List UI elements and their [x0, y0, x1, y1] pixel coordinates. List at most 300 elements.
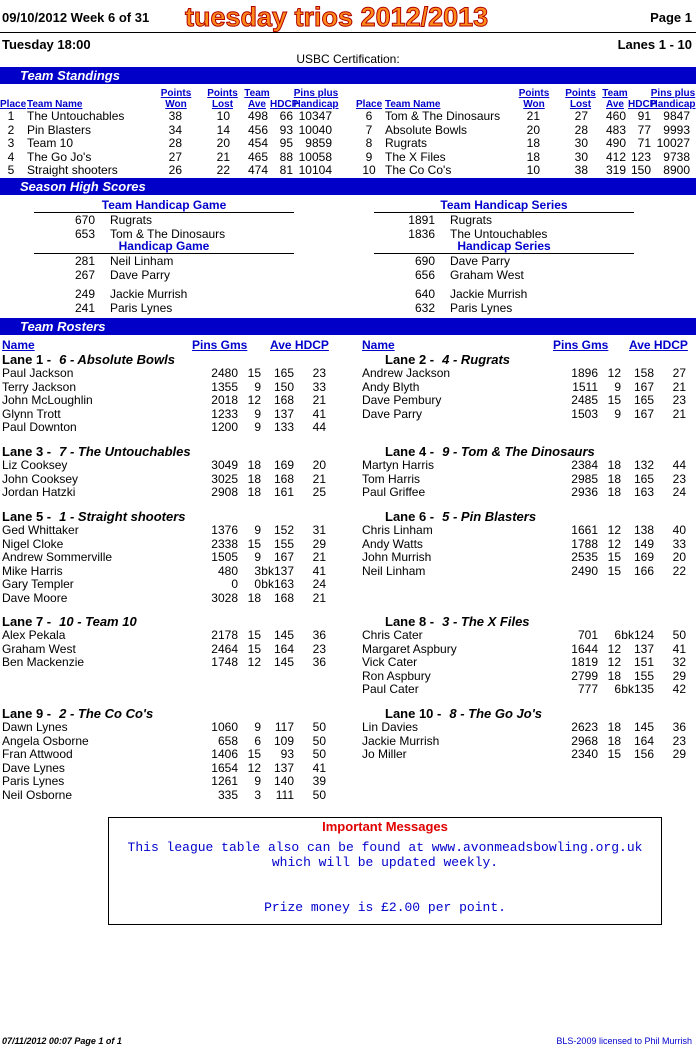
- points-won-cell: 20: [526, 122, 540, 137]
- bowler-cell: Dave Parry: [450, 254, 511, 268]
- score-cell: 1891: [408, 213, 435, 227]
- player-handicap: 24: [672, 485, 686, 499]
- roster-player-row: [2, 789, 332, 803]
- player-name: Dave Pembury: [362, 393, 442, 407]
- player-pins: 2985: [571, 471, 598, 486]
- player-average: 137: [273, 760, 294, 775]
- roster-player-row: [362, 643, 692, 657]
- hs-title-handicap-game: Handicap Game: [34, 239, 294, 254]
- place-cell: 2: [7, 122, 15, 137]
- player-pins: 2490: [571, 563, 598, 578]
- player-pins: 480: [217, 563, 238, 578]
- standings-row: [0, 151, 340, 164]
- high-score-row: [0, 301, 340, 315]
- col-team-name: Team Name: [385, 99, 441, 110]
- points-lost-cell: 21: [216, 149, 230, 164]
- roster-player-row: [362, 538, 692, 552]
- score-cell: 656: [414, 267, 435, 282]
- player-games: 12: [607, 655, 621, 669]
- lane-title: [385, 614, 530, 629]
- player-pins: 701: [577, 628, 598, 642]
- player-pins: 777: [577, 682, 598, 696]
- roster-player-row: [362, 408, 692, 422]
- player-games: 18: [247, 485, 261, 499]
- player-average: 165: [633, 471, 654, 486]
- player-handicap: 41: [312, 406, 326, 421]
- player-pins: 3028: [211, 590, 238, 605]
- roster-player-row: [2, 486, 332, 500]
- player-handicap: 25: [312, 485, 326, 499]
- player-average: 145: [273, 655, 294, 669]
- player-average: 152: [273, 523, 294, 537]
- roster-player-row: [2, 538, 332, 552]
- player-average: 163: [633, 485, 654, 499]
- hdcp-cell: 81: [279, 163, 293, 177]
- place-cell: 10: [362, 163, 376, 177]
- player-name: Lin Davies: [362, 720, 419, 734]
- bowler-cell: The Untouchables: [450, 226, 548, 241]
- high-score-row: [0, 268, 340, 282]
- roster-col-ave-hdcp: Ave HDCP: [270, 338, 329, 352]
- player-name: Nigel Cloke: [2, 536, 64, 551]
- roster-player-row: [362, 473, 692, 487]
- license-text: BLS-2009 licensed to Phil Murrish: [556, 1036, 692, 1046]
- player-average: 168: [273, 590, 294, 605]
- standings-row: [358, 110, 696, 123]
- roster-player-row: [2, 592, 332, 606]
- player-games: 12: [607, 366, 621, 380]
- pins-cell: 10040: [298, 122, 332, 137]
- lane-team: 7 - The Untouchables: [59, 444, 191, 459]
- player-games: 9: [254, 774, 261, 788]
- hs-title-team-handicap-series: Team Handicap Series: [374, 198, 634, 213]
- col-points-won: Points Won: [518, 88, 550, 110]
- player-pins: 1505: [211, 550, 238, 564]
- lane-label: Lane 5 -: [2, 509, 52, 524]
- roster-player-row: [2, 578, 332, 592]
- roster-player-row: [362, 683, 692, 697]
- points-won-cell: 18: [526, 136, 540, 150]
- lane-team: 10 - Team 10: [59, 614, 137, 629]
- col-points-lost: Points Lost: [207, 88, 238, 110]
- team-ave-cell: 474: [247, 163, 268, 177]
- roster-player-row: [362, 629, 692, 643]
- place-cell: 6: [365, 109, 373, 123]
- player-handicap: 29: [672, 747, 686, 761]
- player-name: Paul Griffee: [362, 485, 426, 499]
- high-score-row: [0, 254, 340, 268]
- player-handicap: 29: [312, 536, 326, 551]
- lane-label: Lane 1 -: [2, 352, 52, 367]
- player-games: 9: [254, 379, 261, 394]
- player-average: 93: [280, 747, 294, 761]
- player-handicap: 21: [672, 379, 686, 394]
- player-games: 9: [254, 720, 261, 734]
- player-name: Jackie Murrish: [362, 733, 440, 748]
- roster-player-row: [2, 721, 332, 735]
- pins-cell: 9993: [663, 122, 690, 137]
- hdcp-cell: 71: [637, 136, 651, 150]
- player-name: Dawn Lynes: [2, 720, 68, 734]
- player-pins: 1788: [571, 536, 598, 551]
- player-average: 164: [633, 733, 654, 748]
- hdcp-cell: 95: [279, 136, 293, 150]
- player-average: 140: [273, 774, 294, 788]
- player-handicap: 24: [312, 577, 326, 591]
- player-pins: 1261: [211, 774, 238, 788]
- player-average: 161: [273, 485, 294, 499]
- player-handicap: 20: [672, 550, 686, 564]
- section-title: Season High Scores: [20, 179, 146, 194]
- player-handicap: 36: [312, 628, 326, 642]
- lane-title: [385, 352, 510, 367]
- player-name: Andrew Sommerville: [2, 550, 113, 564]
- player-name: Paul Jackson: [2, 366, 74, 380]
- player-handicap: 23: [672, 733, 686, 748]
- player-games: 0: [254, 577, 261, 591]
- player-average: 166: [633, 563, 654, 578]
- player-average: bk163: [261, 577, 294, 591]
- player-name: Mike Harris: [2, 563, 63, 578]
- team-ave-cell: 490: [605, 136, 626, 150]
- team-ave-cell: 319: [605, 163, 626, 177]
- player-average: 164: [273, 641, 294, 656]
- player-games: 12: [607, 523, 621, 537]
- messages-title: Important Messages: [322, 819, 448, 834]
- score-cell: 281: [74, 254, 95, 268]
- roster-player-row: [362, 486, 692, 500]
- lane-team: 8 - The Go Jo's: [449, 706, 543, 721]
- player-pins: 2623: [571, 720, 598, 734]
- player-pins: 2340: [571, 747, 598, 761]
- section-band-standings: [0, 67, 696, 84]
- place-cell: 3: [7, 136, 15, 150]
- team-ave-cell: 498: [247, 109, 268, 123]
- player-name: Ged Whittaker: [2, 523, 79, 537]
- player-handicap: 50: [312, 733, 326, 748]
- player-name: Vick Cater: [362, 655, 418, 669]
- player-handicap: 32: [672, 655, 686, 669]
- player-name: Dave Lynes: [2, 760, 65, 775]
- points-won-cell: 38: [168, 109, 182, 123]
- certification: USBC Certification:: [296, 52, 400, 66]
- bowler-cell: Jackie Murrish: [450, 287, 528, 301]
- hdcp-cell: 77: [637, 122, 651, 137]
- player-games: 3: [254, 563, 261, 578]
- lane-label: Lane 7 -: [2, 614, 52, 629]
- high-score-row: [340, 287, 680, 301]
- lane-label: Lane 4 -: [385, 444, 435, 459]
- important-messages-box: [108, 817, 662, 925]
- standings-row: [0, 110, 340, 123]
- player-pins: 1644: [571, 641, 598, 656]
- player-pins: 335: [217, 787, 238, 802]
- section-title: Team Rosters: [20, 319, 106, 334]
- lane-label: Lane 8 -: [385, 614, 435, 629]
- points-lost-cell: 22: [216, 163, 230, 177]
- player-games: 12: [607, 641, 621, 656]
- bowler-cell: Rugrats: [450, 213, 493, 227]
- player-handicap: 41: [312, 563, 326, 578]
- player-games: 18: [607, 668, 621, 683]
- score-cell: 1836: [408, 226, 435, 241]
- player-pins: 1406: [211, 747, 238, 761]
- hs-title-team-handicap-game: Team Handicap Game: [34, 198, 294, 213]
- player-name: Chris Cater: [362, 628, 423, 642]
- player-handicap: 23: [672, 471, 686, 486]
- col-pins-plus: Pins plus Handicap: [293, 88, 339, 110]
- player-average: 149: [633, 536, 654, 551]
- pins-cell: 9859: [305, 136, 332, 150]
- player-games: 9: [254, 406, 261, 421]
- player-average: bk137: [261, 563, 294, 578]
- player-pins: 2908: [211, 485, 238, 499]
- roster-player-row: [2, 524, 332, 538]
- player-handicap: 21: [312, 393, 326, 407]
- roster-col-name: Name: [362, 338, 395, 352]
- roster-player-row: [362, 670, 692, 684]
- team-ave-cell: 460: [605, 109, 626, 123]
- player-handicap: 21: [312, 590, 326, 605]
- points-lost-cell: 10: [216, 109, 230, 123]
- points-won-cell: 10: [526, 163, 540, 177]
- score-cell: 267: [74, 267, 95, 282]
- points-lost-cell: 30: [574, 149, 588, 164]
- lane-title: [385, 444, 595, 459]
- player-handicap: 27: [672, 366, 686, 380]
- team-name-cell: Team 10: [27, 136, 74, 150]
- lane-team: 9 - Tom & The Dinosaurs: [442, 444, 595, 459]
- pins-cell: 10104: [298, 163, 332, 177]
- standings-row: [0, 164, 340, 177]
- pins-cell: 10058: [298, 149, 332, 164]
- player-average: 167: [633, 379, 654, 394]
- player-name: Ron Aspbury: [362, 668, 431, 683]
- roster-col-pins-gms: Pins Gms: [192, 338, 248, 352]
- bowler-cell: Jackie Murrish: [110, 287, 188, 301]
- roster-player-row: [2, 565, 332, 579]
- player-average: 137: [273, 406, 294, 421]
- hdcp-cell: 150: [630, 163, 651, 177]
- player-games: 9: [614, 406, 621, 421]
- player-pins: 1511: [572, 379, 598, 394]
- player-games: 12: [247, 393, 261, 407]
- player-handicap: 50: [672, 628, 686, 642]
- player-average: 169: [633, 550, 654, 564]
- player-handicap: 50: [312, 787, 326, 802]
- player-name: John Murrish: [362, 550, 432, 564]
- roster-player-row: [2, 421, 332, 435]
- col-hdcp: HDCP: [270, 99, 299, 110]
- player-name: Paris Lynes: [2, 774, 65, 788]
- roster-player-row: [362, 735, 692, 749]
- team-name-cell: Rugrats: [385, 136, 428, 150]
- roster-player-row: [362, 721, 692, 735]
- player-name: John Cooksey: [2, 471, 79, 486]
- team-name-cell: The X Files: [385, 149, 446, 164]
- col-team-ave: Team Ave: [244, 88, 270, 110]
- score-cell: 640: [414, 287, 435, 301]
- player-games: 6: [254, 733, 261, 748]
- player-average: bk135: [621, 682, 654, 696]
- player-average: 151: [633, 655, 654, 669]
- lane-label: Lane 9 -: [2, 706, 52, 721]
- date-week: 09/10/2012 Week 6 of 31: [2, 10, 150, 25]
- player-name: Angela Osborne: [2, 733, 89, 748]
- score-cell: 690: [414, 254, 435, 268]
- bowler-cell: Rugrats: [110, 213, 153, 227]
- standings-row: [358, 164, 696, 177]
- player-games: 15: [607, 563, 621, 578]
- player-name: Jo Miller: [362, 747, 407, 761]
- player-handicap: 20: [312, 458, 326, 472]
- player-handicap: 50: [312, 747, 326, 761]
- player-handicap: 41: [312, 760, 326, 775]
- roster-player-row: [2, 775, 332, 789]
- player-handicap: 40: [672, 523, 686, 537]
- player-handicap: 21: [672, 406, 686, 421]
- standings-row: [358, 151, 696, 164]
- lane-team: 6 - Absolute Bowls: [59, 352, 175, 367]
- player-name: Andy Watts: [362, 536, 423, 551]
- player-average: 145: [273, 628, 294, 642]
- lane-team: 5 - Pin Blasters: [442, 509, 537, 524]
- lane-team: 4 - Rugrats: [442, 352, 511, 367]
- lane-team: 3 - The X Files: [442, 614, 530, 629]
- player-pins: 0: [231, 577, 238, 591]
- place-cell: 1: [7, 109, 15, 123]
- player-games: 18: [607, 485, 621, 499]
- lane-title: [2, 706, 153, 721]
- player-pins: 1654: [211, 760, 238, 775]
- col-points-lost: Points Lost: [565, 88, 596, 110]
- player-average: 145: [633, 720, 654, 734]
- roster-player-row: [362, 524, 692, 538]
- team-name-cell: Absolute Bowls: [385, 122, 468, 137]
- points-lost-cell: 27: [574, 109, 588, 123]
- player-games: 9: [254, 550, 261, 564]
- message-line: This league table also can be found at www.avonmeadsbowling.org.uk: [127, 840, 643, 855]
- player-pins: 2799: [571, 668, 598, 683]
- lane-team: 1 - Straight shooters: [59, 509, 186, 524]
- player-name: Gary Templer: [2, 577, 74, 591]
- pins-cell: 8900: [663, 163, 690, 177]
- player-games: 3: [254, 787, 261, 802]
- bowler-cell: Paris Lynes: [450, 300, 513, 315]
- roster-player-row: [2, 643, 332, 657]
- roster-player-row: [2, 748, 332, 762]
- bowler-cell: Paris Lynes: [110, 300, 173, 315]
- player-pins: 1355: [211, 379, 238, 394]
- bowler-cell: Tom & The Dinosaurs: [110, 226, 226, 241]
- roster-col-pins-gms: Pins Gms: [553, 338, 609, 352]
- col-pins-plus: Pins plus Handicap: [650, 88, 696, 110]
- points-won-cell: 18: [526, 149, 540, 164]
- pins-cell: 10347: [298, 109, 332, 123]
- player-pins: 3025: [211, 471, 238, 486]
- player-games: 12: [247, 655, 261, 669]
- player-average: 111: [275, 787, 294, 802]
- player-pins: 1233: [211, 406, 238, 421]
- player-games: 15: [607, 393, 621, 407]
- high-score-row: [340, 301, 680, 315]
- section-band-rosters: [0, 318, 696, 335]
- player-handicap: 41: [672, 641, 686, 656]
- points-won-cell: 34: [168, 122, 182, 137]
- roster-col-name: Name: [2, 338, 35, 352]
- player-average: 109: [273, 733, 294, 748]
- message-line: which will be updated weekly.: [271, 855, 499, 870]
- lane-label: Lane 2 -: [385, 352, 435, 367]
- pins-cell: 9738: [663, 149, 690, 164]
- player-games: 15: [247, 747, 261, 761]
- player-pins: 1661: [571, 523, 598, 537]
- player-handicap: 36: [312, 655, 326, 669]
- player-pins: 1748: [211, 655, 238, 669]
- hdcp-cell: 88: [279, 149, 293, 164]
- player-name: Andy Blyth: [362, 379, 420, 394]
- player-average: 168: [273, 471, 294, 486]
- team-name-cell: Straight shooters: [27, 163, 118, 177]
- player-handicap: 21: [312, 471, 326, 486]
- points-lost-cell: 20: [216, 136, 230, 150]
- player-games: 12: [247, 760, 261, 775]
- team-ave-cell: 412: [605, 149, 626, 164]
- team-ave-cell: 456: [247, 122, 268, 137]
- team-ave-cell: 483: [605, 122, 626, 137]
- player-name: Alex Pekala: [2, 628, 66, 642]
- player-pins: 1896: [571, 366, 598, 380]
- player-games: 15: [607, 550, 621, 564]
- player-handicap: 23: [312, 641, 326, 656]
- player-handicap: 42: [672, 682, 686, 696]
- player-handicap: 33: [312, 379, 326, 394]
- player-name: Glynn Trott: [2, 406, 61, 421]
- standings-row: [358, 124, 696, 137]
- player-pins: 3049: [211, 458, 238, 472]
- player-pins: 2936: [571, 485, 598, 499]
- player-handicap: 50: [312, 720, 326, 734]
- roster-player-row: [362, 367, 692, 381]
- lane-label: Lane 6 -: [385, 509, 435, 524]
- player-average: 133: [273, 420, 294, 434]
- points-won-cell: 21: [526, 109, 540, 123]
- hdcp-cell: 66: [279, 109, 293, 123]
- player-pins: 658: [217, 733, 238, 748]
- hdcp-cell: 93: [279, 122, 293, 137]
- high-score-row: [340, 254, 680, 268]
- player-handicap: 33: [672, 536, 686, 551]
- player-name: Andrew Jackson: [362, 366, 451, 380]
- standings-row: [0, 124, 340, 137]
- player-games: 15: [247, 628, 261, 642]
- roster-player-row: [362, 748, 692, 762]
- player-pins: 1503: [571, 406, 598, 421]
- roster-player-row: [2, 762, 332, 776]
- col-team-ave: Team Ave: [602, 88, 628, 110]
- player-games: 6: [614, 628, 621, 642]
- high-score-row: [340, 268, 680, 282]
- player-games: 15: [247, 366, 261, 380]
- player-games: 18: [247, 590, 261, 605]
- player-name: Ben Mackenzie: [2, 655, 85, 669]
- high-score-row: [340, 213, 680, 227]
- standings-row: [358, 137, 696, 150]
- player-pins: 2464: [211, 641, 238, 656]
- player-name: Graham West: [2, 641, 76, 656]
- pins-cell: 9847: [663, 109, 690, 123]
- player-pins: 2480: [211, 366, 238, 380]
